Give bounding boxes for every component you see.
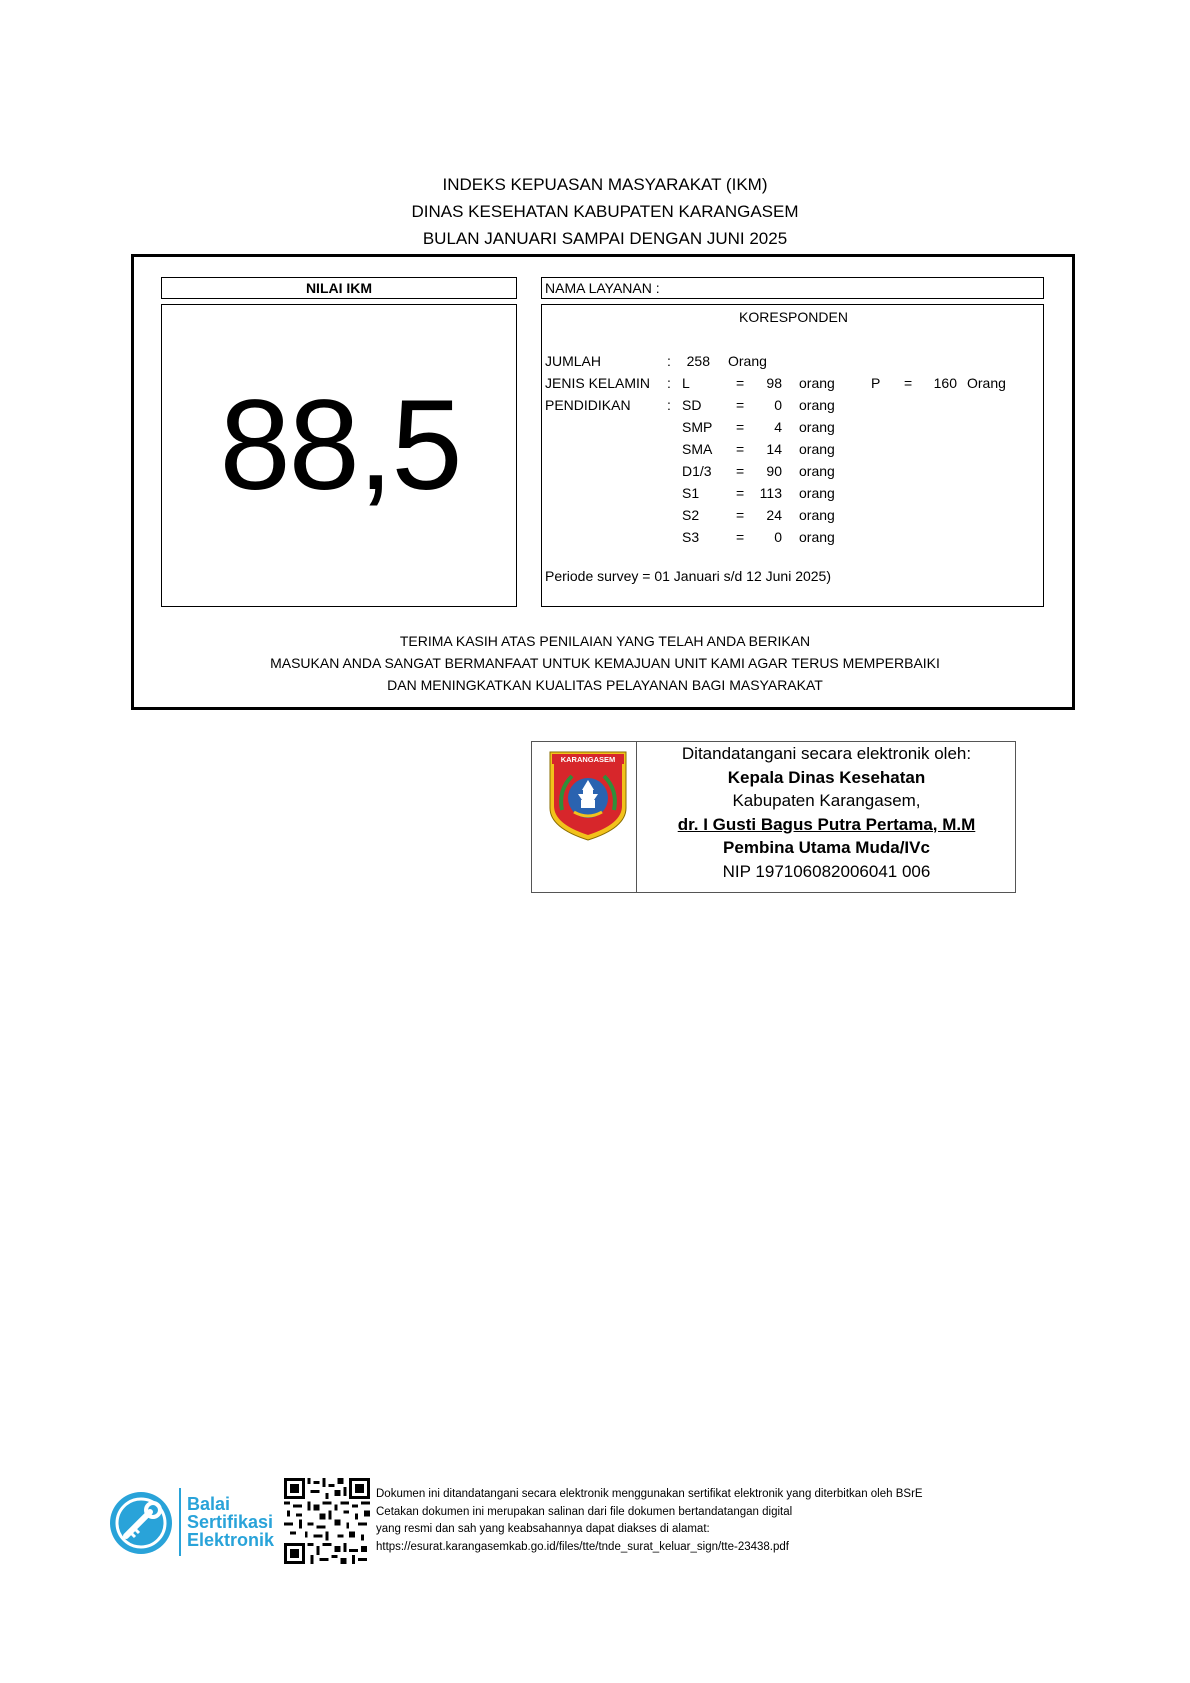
pendidikan-unit: orang	[799, 397, 835, 413]
footer-line1: Dokumen ini ditandatangani secara elektronik menggunakan sertifikat elektronik yang diterbitkan oleh BSrE	[376, 1488, 923, 1500]
signatory-nip: NIP 197106082006041 006	[722, 861, 931, 881]
pendidikan-unit: orang	[799, 419, 835, 435]
pendidikan-value: 0	[774, 529, 782, 545]
pendidikan-unit: orang	[799, 507, 835, 523]
koresponden-title: KORESPONDEN	[739, 309, 848, 325]
nama-layanan-header: NAMA LAYANAN :	[541, 277, 1044, 299]
pendidikan-level: S1	[682, 485, 700, 501]
thanks-line3: DAN MENINGKATKAN KUALITAS PELAYANAN BAGI MASYARAKAT	[387, 677, 823, 693]
pendidikan-value: 90	[766, 463, 782, 479]
gender-l-value: 98	[766, 375, 782, 391]
gender-l-unit: orang	[799, 375, 835, 391]
gender-p-eq: =	[904, 375, 913, 391]
jenis-kelamin-colon: :	[667, 375, 671, 391]
thanks-line2: MASUKAN ANDA SANGAT BERMANFAAT UNTUK KEMAJUAN UNIT KAMI AGAR TERUS MEMPERBAIKI	[270, 655, 940, 671]
bsre-text-line1: Balai	[187, 1494, 231, 1514]
report-title-line3: BULAN JANUARI SAMPAI DENGAN JUNI 2025	[422, 229, 788, 248]
pendidikan-value: 113	[759, 485, 782, 501]
nilai-ikm-header: NILAI IKM	[161, 277, 517, 299]
signatory-rank: Pembina Utama Muda/IVc	[723, 838, 930, 857]
signature-position: Kepala Dinas Kesehatan	[727, 767, 926, 787]
gender-p-value: 160	[933, 375, 957, 391]
pendidikan-value: 14	[766, 441, 782, 457]
signature-region: Kabupaten Karangasem,	[732, 791, 921, 810]
jumlah-value: 258	[686, 353, 710, 369]
pendidikan-unit: orang	[799, 441, 835, 457]
gender-p-label: P	[871, 375, 881, 391]
jumlah-unit: Orang	[728, 353, 767, 369]
pendidikan-eq: =	[736, 529, 745, 545]
nilai-ikm-value: 88,5	[219, 374, 461, 517]
signature-text	[638, 742, 1015, 883]
jumlah-label: JUMLAH	[545, 353, 602, 369]
footer-notice	[376, 1486, 923, 1556]
gender-p-unit: Orang	[967, 375, 1006, 391]
pendidikan-value: 0	[774, 397, 782, 413]
pendidikan-level: SMA	[682, 441, 713, 457]
koresponden-box	[541, 304, 1044, 607]
report-title-line2: DINAS KESEHATAN KABUPATEN KARANGASEM	[411, 202, 799, 221]
karangasem-emblem	[548, 750, 628, 842]
signatory-name: dr. I Gusti Bagus Putra Pertama, M.M	[677, 814, 976, 834]
pendidikan-eq: =	[736, 397, 745, 413]
pendidikan-label: PENDIDIKAN	[545, 397, 631, 413]
report-title-line1: INDEKS KEPUASAN MASYARAKAT (IKM)	[442, 175, 768, 194]
pendidikan-unit: orang	[799, 485, 835, 501]
footer-url: https://esurat.karangasemkab.go.id/files/tte/tnde_surat_keluar_sign/tte-23438.pdf	[376, 1540, 789, 1553]
bsre-divider	[179, 1488, 181, 1556]
gender-l-eq: =	[736, 375, 745, 391]
pendidikan-eq: =	[736, 419, 745, 435]
footer-line3: yang resmi dan sah yang keabsahannya dapat diakses di alamat:	[376, 1523, 710, 1535]
bsre-text-line2: Sertifikasi	[187, 1512, 274, 1532]
pendidikan-eq: =	[736, 507, 745, 523]
signature-block	[531, 741, 1016, 893]
pendidikan-level: D1/3	[682, 463, 712, 479]
thanks-line1: TERIMA KASIH ATAS PENILAIAN YANG TELAH ANDA BERIKAN	[399, 633, 811, 649]
jenis-kelamin-label: JENIS KELAMIN	[545, 375, 651, 391]
pendidikan-eq: =	[736, 441, 745, 457]
pendidikan-value: 4	[774, 419, 782, 435]
bsre-text-line3: Elektronik	[187, 1530, 275, 1550]
jumlah-colon: :	[667, 353, 671, 369]
signature-divider	[636, 742, 637, 892]
emblem-label: KARANGASEM	[560, 755, 616, 764]
pendidikan-level: S2	[682, 507, 700, 523]
pendidikan-unit: orang	[799, 529, 835, 545]
pendidikan-colon: :	[667, 397, 671, 413]
pendidikan-eq: =	[736, 485, 745, 501]
pendidikan-eq: =	[736, 463, 745, 479]
pendidikan-value: 24	[766, 507, 782, 523]
gender-l-label: L	[682, 375, 690, 391]
pendidikan-level: S3	[682, 529, 700, 545]
pendidikan-level: SMP	[682, 419, 713, 435]
signature-line1: Ditandatangani secara elektronik oleh:	[681, 744, 972, 763]
nilai-ikm-box	[161, 304, 517, 607]
periode-survey: Periode survey = 01 Januari s/d 12 Juni 2025)	[545, 568, 832, 584]
pendidikan-unit: orang	[799, 463, 835, 479]
bsre-logo-icon	[108, 1490, 174, 1556]
pendidikan-level: SD	[682, 397, 702, 413]
qr-code-icon	[284, 1478, 370, 1564]
footer-line2: Cetakan dokumen ini merupakan salinan dari file dokumen bertandatangan digital	[376, 1505, 793, 1518]
